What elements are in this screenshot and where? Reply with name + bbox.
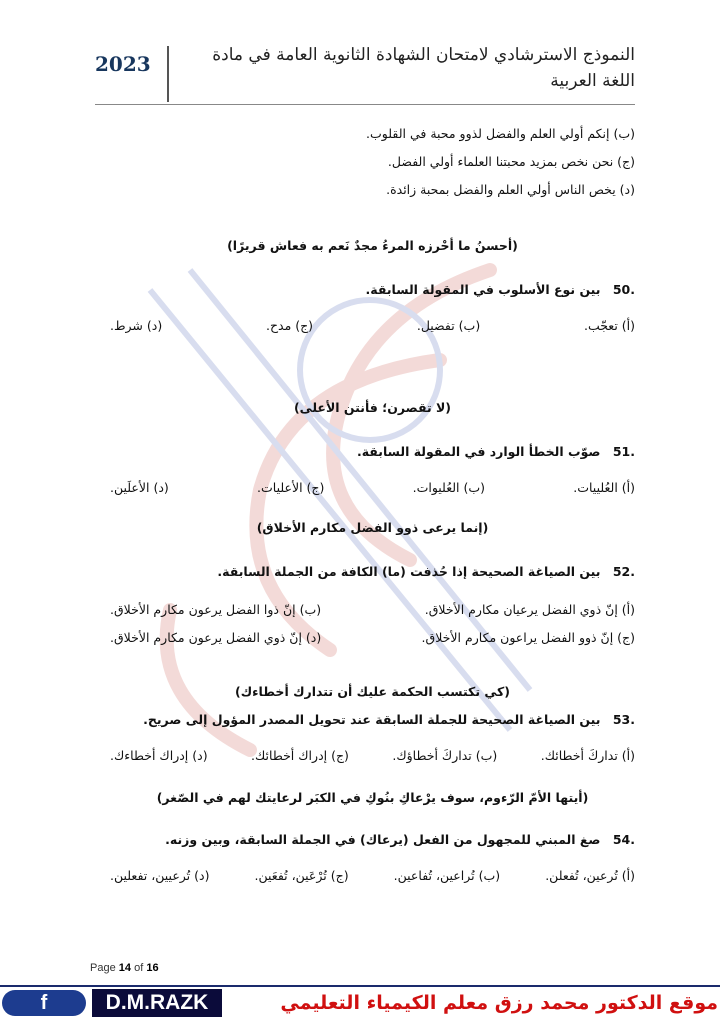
q51-text: صوّب الخطأ الوارد في المقولة السابقة. xyxy=(356,444,601,459)
brand-logo-text[interactable]: D.M.RAZK xyxy=(92,989,222,1017)
q51-choice-d[interactable]: (د) الأعلَين. xyxy=(110,480,169,495)
q53-choice-c[interactable]: (ج) إدراك أخطائك. xyxy=(251,748,349,763)
prev-option-d: (د) يخص الناس أولي العلم والفضل بمحبة زائدة. xyxy=(386,182,635,197)
q51-choice-a[interactable]: (أ) العُلييات. xyxy=(573,480,635,495)
q51-choice-c[interactable]: (ج) الأعليات. xyxy=(257,480,325,495)
page-header xyxy=(95,40,635,102)
q54-choice-d[interactable]: (د) تُرعيين، تفعلين. xyxy=(110,868,210,883)
q53-choice-b[interactable]: (ب) تداركَ أخطاؤك. xyxy=(392,748,498,763)
header-divider xyxy=(167,46,169,102)
q53-question xyxy=(110,712,635,727)
page-of: of xyxy=(134,962,144,974)
q50-choice-c[interactable]: (ج) مدح. xyxy=(265,318,314,333)
q50-choice-b[interactable]: (ب) تفضيل. xyxy=(416,318,481,333)
q54-question xyxy=(110,832,635,847)
q52-quote: (إنما يرعى ذوو الفضل مكارم الأخلاق) xyxy=(256,520,489,535)
q50-text: بين نوع الأسلوب في المقولة السابقة. xyxy=(365,282,601,297)
q51-number: .51 xyxy=(612,444,635,459)
q54-number: .54 xyxy=(612,832,635,847)
q51-choice-b[interactable]: (ب) العُليوات. xyxy=(412,480,485,495)
q54-choice-a[interactable]: (أ) تُرعين، تُفعلن. xyxy=(545,868,635,883)
q50-choices xyxy=(110,318,635,333)
exam-title: النموذج الاسترشادي لامتحان الشهادة الثانوية العامة في مادة اللغة العربية xyxy=(212,45,635,91)
q50-quote: (أحسنُ ما أحْرزه المرءُ مجدٌ نَعم به فعاش قريرًا) xyxy=(227,238,518,253)
q50-question xyxy=(110,282,635,297)
q52-choice-b[interactable]: (ب) إنّ ذوا الفضل يرعون مكارم الأخلاق. xyxy=(110,602,322,617)
page-prefix: Page xyxy=(90,962,116,974)
site-banner xyxy=(0,985,720,1020)
q50-choice-a[interactable]: (أ) تعجّب. xyxy=(583,318,635,333)
q52-choice-d[interactable]: (د) إنّ ذوي الفضل يرعون مكارم الأخلاق. xyxy=(110,630,322,645)
q52-choice-c[interactable]: (ج) إنّ ذوو الفضل يراعون مكارم الأخلاق. xyxy=(421,630,635,645)
facebook-icon[interactable]: f xyxy=(2,990,86,1016)
q54-choices xyxy=(110,868,635,883)
q51-quote: (لا تقصرن؛ فأنتن الأعلى) xyxy=(293,400,452,415)
q53-quote: (كي تكتسب الحكمة عليك أن تتدارك أخطاءك) xyxy=(235,684,510,699)
q52-choices-row1 xyxy=(110,602,635,617)
exam-year: 2023 xyxy=(95,52,151,76)
q53-choice-d[interactable]: (د) إدراك أخطاءك. xyxy=(110,748,208,763)
q51-question xyxy=(110,444,635,459)
q52-choice-a[interactable]: (أ) إنّ ذوي الفضل يرعيان مكارم الأخلاق. xyxy=(424,602,635,617)
q53-text: بين الصياغة الصحيحة للجملة السابقة عند تحويل المصدر المؤول إلى صريح. xyxy=(143,712,601,727)
q54-choice-c[interactable]: (ج) تُرْعَين، تُفعَين. xyxy=(254,868,349,883)
site-name[interactable]: موقع الدكتور محمد رزق معلم الكيمياء التعليمي xyxy=(280,992,718,1014)
q50-number: .50 xyxy=(612,282,635,297)
q53-number: .53 xyxy=(612,712,635,727)
q52-number: .52 xyxy=(612,564,635,579)
q54-choice-b[interactable]: (ب) تُراعين، تُفاعين. xyxy=(393,868,501,883)
page-number xyxy=(90,962,159,974)
q53-choices xyxy=(110,748,635,763)
q52-text: بين الصياغة الصحيحة إذا حُذفت (ما) الكافة من الجملة السابقة. xyxy=(217,564,601,579)
watermark-logo xyxy=(110,230,540,790)
page-current: 14 xyxy=(118,962,132,974)
q52-choices-row2 xyxy=(110,630,635,645)
page-total: 16 xyxy=(146,962,159,974)
header-rule xyxy=(95,104,635,105)
q52-question xyxy=(110,564,635,579)
q54-text: صغ المبني للمجهول من الفعل (يرعاك) في الجملة السابقة، وبين وزنه. xyxy=(165,832,601,847)
prev-option-b: (ب) إنكم أولي العلم والفضل لذوو محبة في القلوب. xyxy=(366,126,635,141)
q50-choice-d[interactable]: (د) شرط. xyxy=(110,318,163,333)
q54-quote: (أيتها الأمّ الرّءوم، سوف يرْعاكِ بنُوكِ في الكبَر لرعايتك لهم في الصّغر) xyxy=(156,790,589,805)
prev-option-c: (ج) نحن نخص بمزيد محبتنا العلماء أولي الفضل. xyxy=(387,154,635,169)
q53-choice-a[interactable]: (أ) تداركَ أخطائك. xyxy=(540,748,635,763)
q51-choices xyxy=(110,480,635,495)
